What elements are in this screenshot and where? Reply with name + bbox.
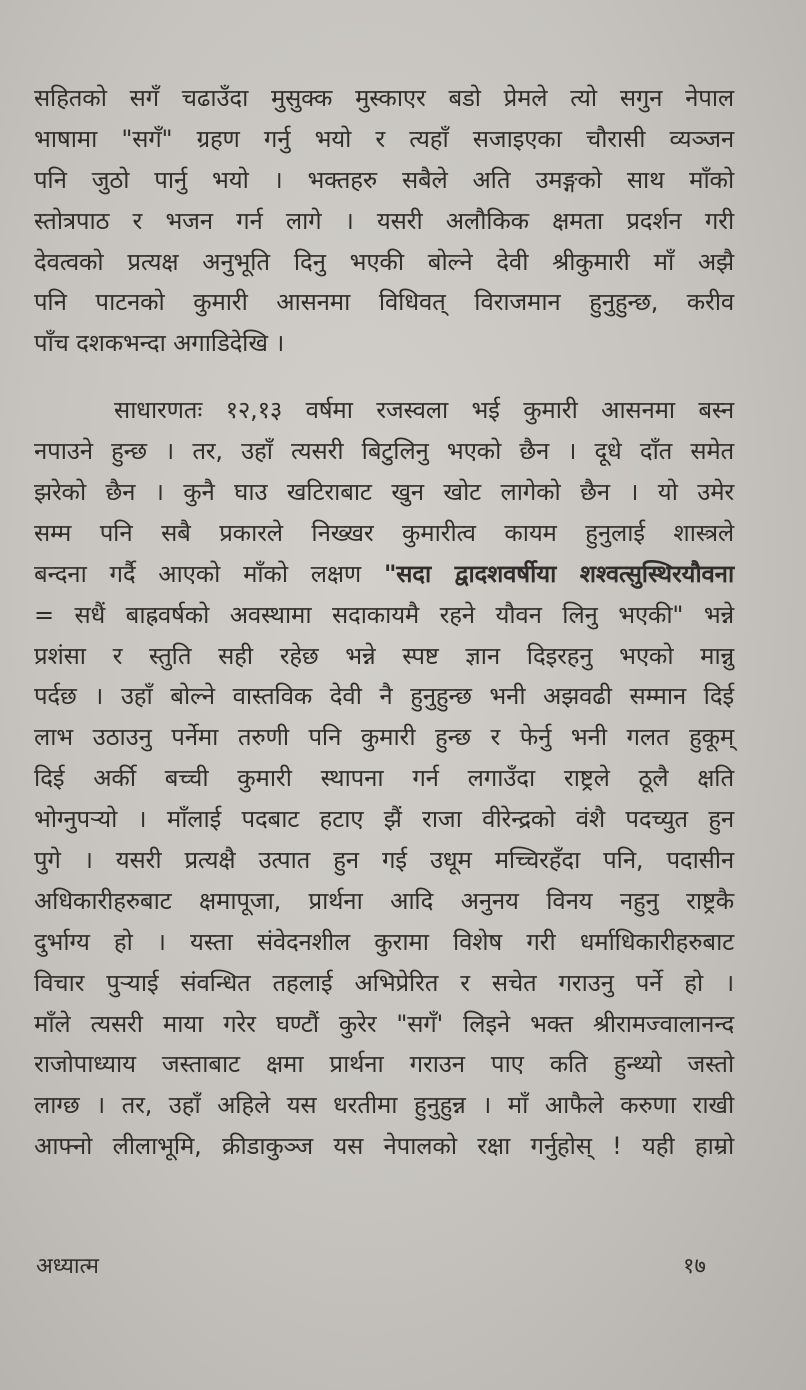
text-line: लाभ उठाउनु पर्नेमा तरुणी पनि कुमारी हुन्छ र फेर्नु भनी गलत हुकूम् (34, 723, 734, 752)
text-line: प्रशंसा र स्तुति सही रहेछ भन्ने स्पष्ट ज्ञान दिइरहनु भएको मान्नु (34, 641, 734, 670)
text-line: झरेको छैन । कुनै घाउ खटिराबाट खुन खोट लागेको छैन । यो उमेर (34, 478, 734, 507)
text-line: लाग्छ । तर, उहाँ अहिले यस धरतीमा हुनुहुन्न । माँ आफैले करुणा राखी (34, 1091, 734, 1120)
text-line: साधारणतः १२,१३ वर्षमा रजस्वला भई कुमारी आसनमा बस्न (114, 396, 734, 425)
page-number: १७ (683, 1254, 706, 1279)
text-line: पाँच दशकभन्दा अगाडिदेखि । (34, 329, 285, 358)
text-line: पर्दछ । उहाँ बोल्ने वास्तविक देवी नै हुनुहुन्छ भनी अझवढी सम्मान दिई (34, 682, 734, 711)
text-line-with-quote (34, 554, 734, 595)
text-line: = सधैं बाह्रवर्षको अवस्थामा सदाकायमै रहने यौवन लिनु भएकी" भन्ने (34, 600, 734, 629)
text-line: आफ्नो लीलाभूमि, क्रीडाकुञ्ज यस नेपालको रक्षा गर्नुहोस् ! यही हाम्रो (34, 1132, 734, 1161)
text-line: माँले त्यसरी माया गरेर घण्टौं कुरेर "सगँ' लिइने भक्त श्रीरामज्वालानन्द (34, 1009, 734, 1038)
text-line: पनि जुठो पार्नु भयो । भक्तहरु सबैले अति उमङ्गको साथ माँको (34, 165, 734, 194)
text-line: नपाउने हुन्छ । तर, उहाँ त्यसरी बिटुलिनु भएको छैन । दूधे दाँत समेत (34, 437, 734, 466)
sanskrit-quote: "सदा द्वादशवर्षीया शश्वत्सुस्थिरयौवना (383, 559, 734, 588)
running-footer-section: अध्यात्म (36, 1254, 99, 1279)
text-line: पुगे । यसरी प्रत्यक्षै उत्पात हुन गई उधूम मच्चिरहँदा पनि, पदासीन (34, 846, 734, 875)
paragraph-gap (34, 364, 734, 390)
paragraph-2 (34, 390, 734, 1167)
text-line: दुर्भाग्य हो । यस्ता संवेदनशील कुरामा विशेष गरी धर्माधिकारीहरुबाट (34, 927, 734, 956)
text-line: विचार पुर्‍याई संवन्धित तहलाई अभिप्रेरित र सचेत गराउनु पर्ने हो । (34, 968, 734, 997)
text-span: बन्दना गर्दै आएको माँको लक्षण (34, 559, 362, 588)
text-line: सहितको सगँ चढाउँदा मुसुक्क मुस्काएर बडो प्रेमले त्यो सगुन नेपाल (34, 84, 734, 112)
text-line: भोग्नुपर्‍यो । माँलाई पदबाट हटाए झैं राजा वीरेन्द्रको वंशै पदच्युत हुन (34, 805, 734, 834)
text-line: अधिकारीहरुबाट क्षमापूजा, प्रार्थना आदि अनुनय विनय नहुनु राष्ट्रकै (34, 886, 734, 915)
text-line: स्तोत्रपाठ र भजन गर्न लागे । यसरी अलौकिक क्षमता प्रदर्शन गरी (34, 206, 734, 235)
text-line: सम्म पनि सबै प्रकारले निख्खर कुमारीत्व कायम हुनुलाई शास्त्रले (34, 518, 734, 547)
text-line: भाषामा "सगँ" ग्रहण गर्नु भयो र त्यहाँ सजाइएका चौरासी व्यञ्जन (34, 124, 734, 153)
text-line: पनि पाटनको कुमारी आसनमा विधिवत् विराजमान हुनुहुन्छ, करीव (34, 288, 734, 317)
text-line: देवत्वको प्रत्यक्ष अनुभूति दिनु भएकी बोल्ने देवी श्रीकुमारी माँ अझै (34, 247, 734, 276)
text-line: दिई अर्की बच्ची कुमारी स्थापना गर्न लगाउँदा राष्ट्रले ठूलै क्षति (34, 764, 734, 793)
body-text (34, 78, 734, 1167)
paragraph-1 (34, 78, 734, 364)
text-line: राजोपाध्याय जस्ताबाट क्षमा प्रार्थना गराउन पाए कति हुन्थ्यो जस्तो (34, 1050, 734, 1079)
